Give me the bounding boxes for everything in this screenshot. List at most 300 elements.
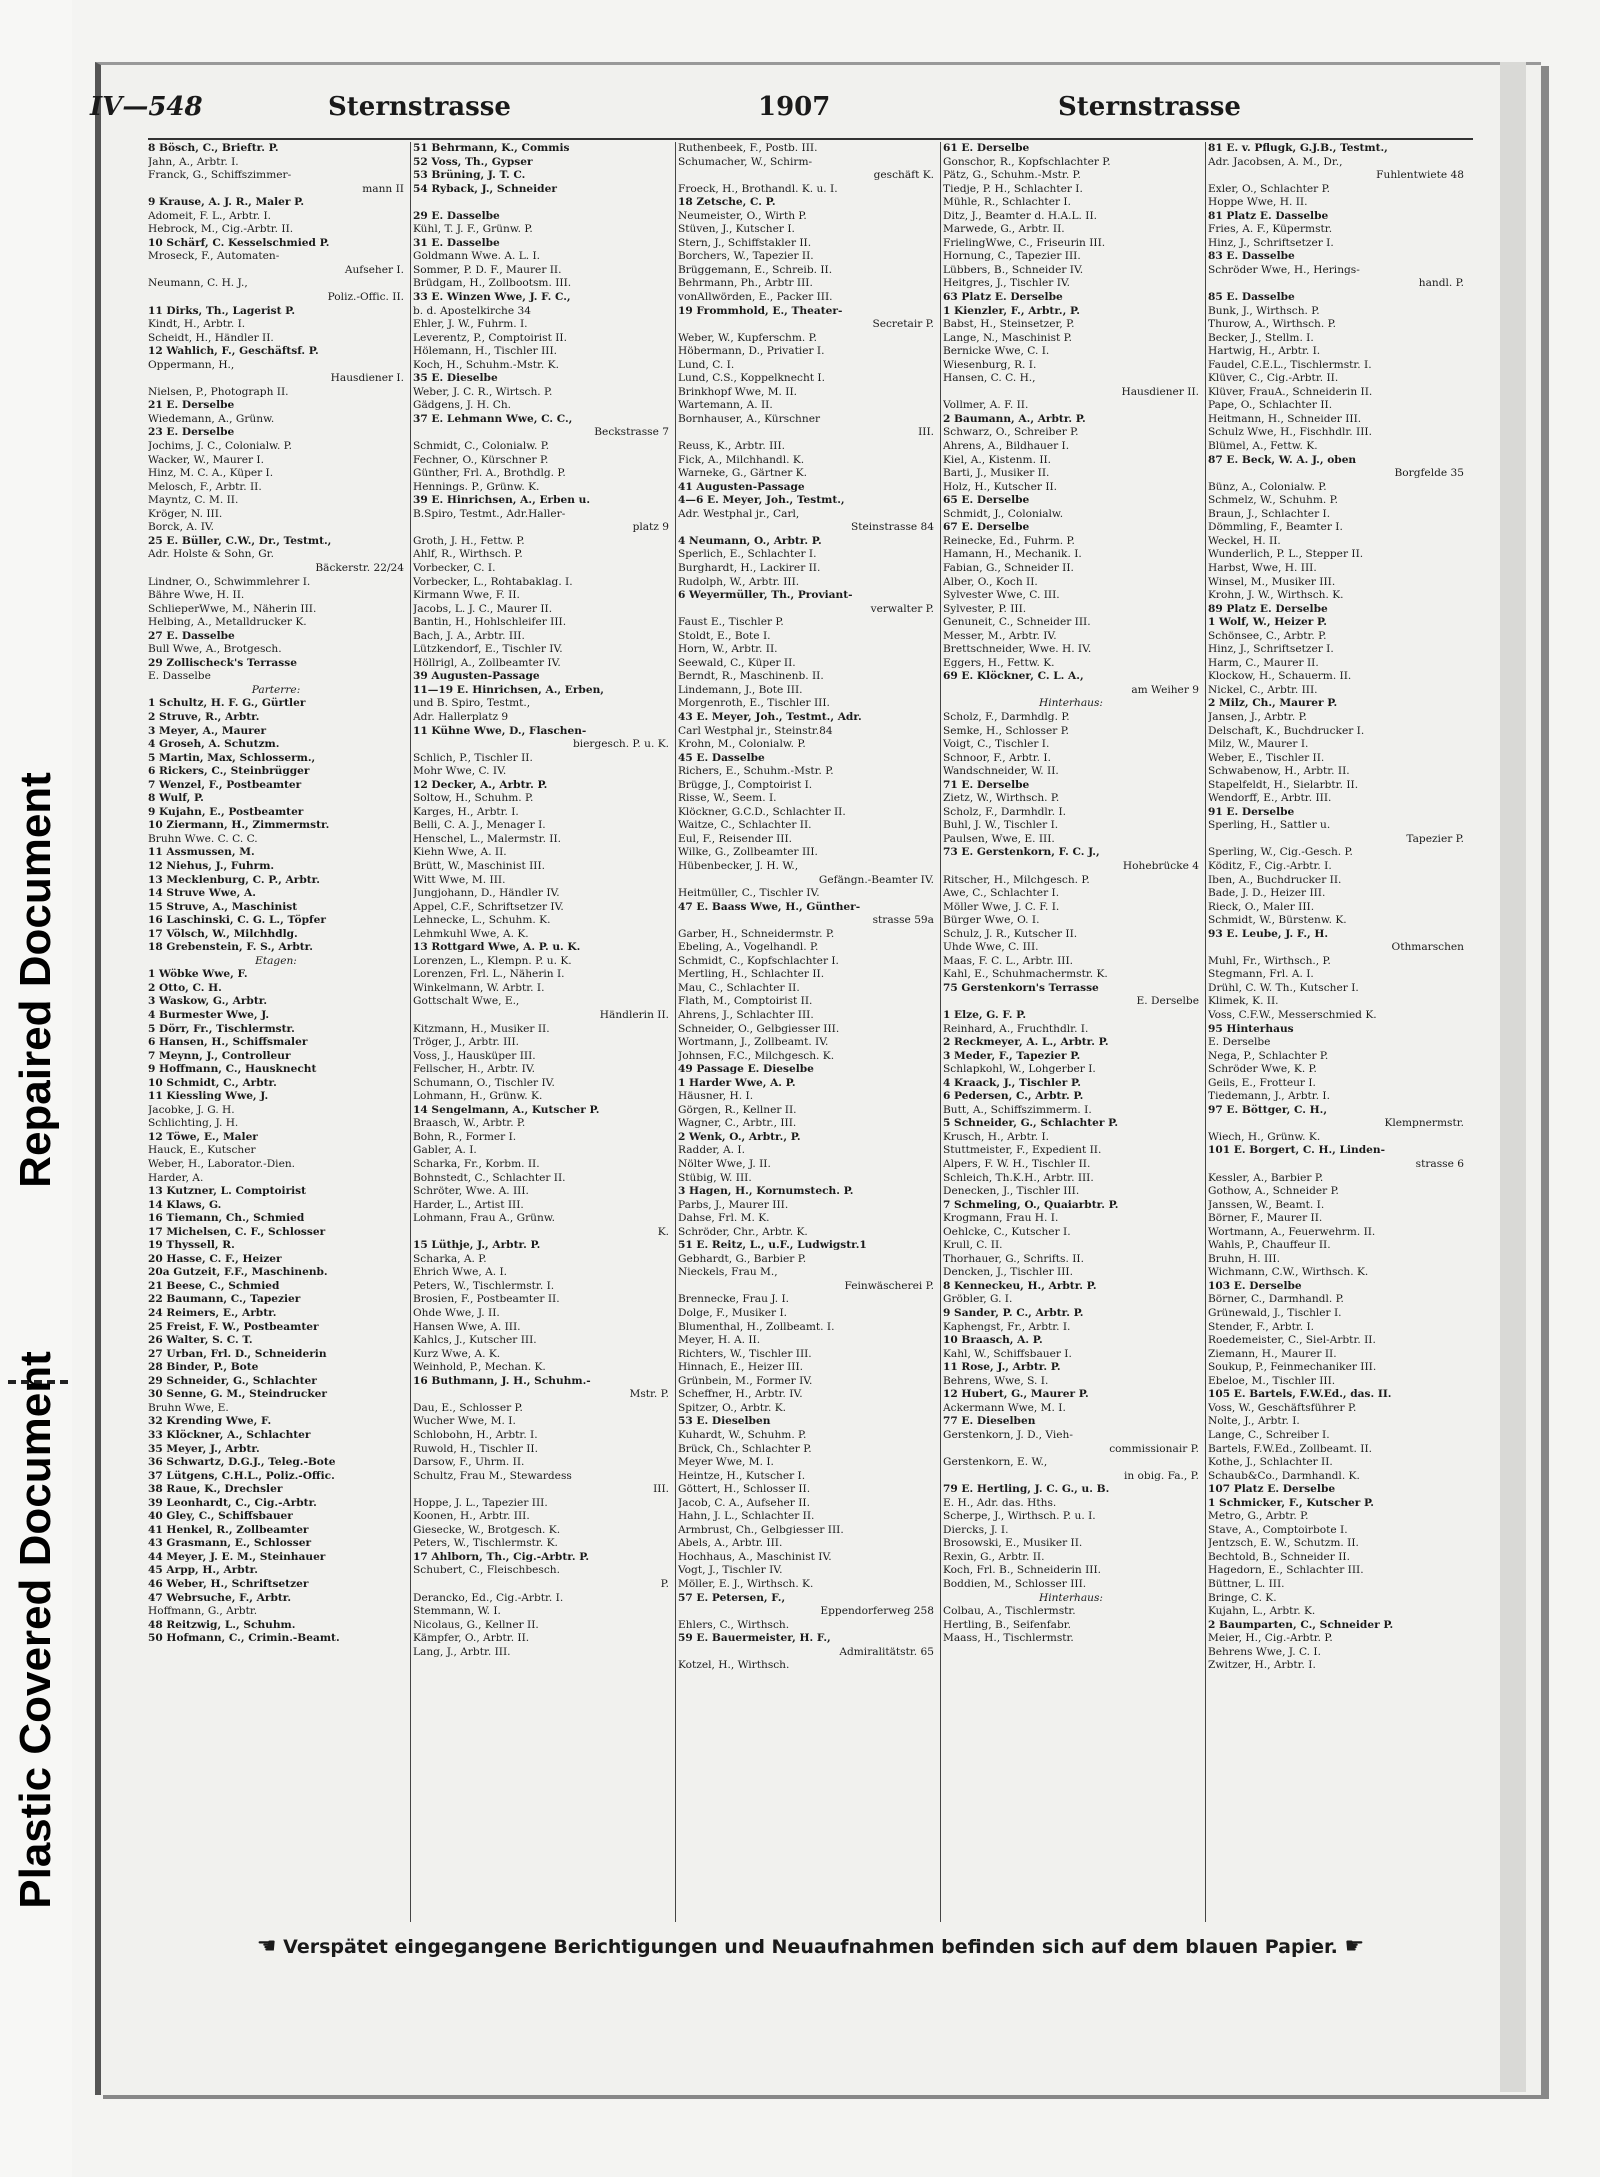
directory-entry: Hinz, J., Schriftsetzer I.: [1208, 236, 1334, 249]
directory-entry: 43 E. Meyer, Joh., Testmt., Adr.: [678, 710, 862, 723]
directory-entry: Leverentz, P., Comptoirist II.: [413, 331, 567, 344]
directory-entry: Schubert, C., Fleischbesch.: [413, 1564, 560, 1577]
directory-entry: 11 Kiessling Wwe, J.: [148, 1090, 269, 1103]
directory-entry: Gabler, A. I.: [413, 1144, 477, 1157]
directory-entry: Krohn, J. W., Wirthsch. K.: [1208, 589, 1344, 602]
directory-entry: 35 E. Dieselbe: [413, 372, 498, 385]
directory-entry: 53 Brüning, J. T. C.: [413, 169, 526, 182]
directory-entry: Denecken, J., Tischler III.: [943, 1185, 1080, 1198]
directory-entry: Mohr Wwe, C. IV.: [413, 765, 507, 778]
directory-entry: 7 Schmeling, O., Quaiarbtr. P.: [943, 1198, 1119, 1211]
directory-entry: Schlich, P., Tischler II.: [413, 751, 533, 764]
repaired-document-label: Repaired Document: [11, 772, 60, 1188]
directory-entry: Ebeloe, M., Tischler III.: [1208, 1374, 1336, 1387]
directory-entry: Schumacher, W., Schirm-: [678, 155, 813, 168]
directory-entry: Bantin, H., Hohlschleifer III.: [413, 616, 567, 629]
directory-entry: Heintze, H., Kutscher I.: [678, 1469, 806, 1482]
directory-entry: Gröbler, G. I.: [943, 1293, 1013, 1306]
directory-entry: Voss, J., Hausküper III.: [413, 1049, 536, 1062]
directory-entry: 12 Hubert, G., Maurer P.: [943, 1388, 1089, 1401]
directory-entry: 77 E. Dieselben: [943, 1415, 1036, 1428]
directory-entry: Babst, H., Steinsetzer, P.: [943, 318, 1075, 331]
directory-entry: Sylvester Wwe, C. III.: [943, 589, 1060, 602]
directory-entry: Nicolaus, G., Kellner II.: [413, 1618, 539, 1631]
directory-entry: Klimek, K. II.: [1208, 995, 1279, 1008]
directory-entry: strasse 59a: [872, 914, 934, 927]
directory-entry: Büttner, L. III.: [1208, 1577, 1285, 1590]
directory-entry: Schulz, J. R., Kutscher II.: [943, 927, 1078, 940]
directory-entry: Schröder Wwe, K. P.: [1208, 1063, 1317, 1076]
directory-entry: Stave, A., Comptoirbote I.: [1208, 1523, 1348, 1536]
directory-entry: Ehlers, C., Wirthsch.: [678, 1618, 790, 1631]
directory-entry: Dolge, F., Musiker I.: [678, 1307, 788, 1320]
directory-entry: Krusch, H., Arbtr. I.: [943, 1130, 1050, 1143]
directory-entry: 79 E. Hertling, J. C. G., u. B.: [943, 1483, 1110, 1496]
directory-entry: Mroseck, F., Automaten-: [148, 250, 280, 263]
directory-entry: Kröger, N. III.: [148, 507, 223, 520]
directory-entry: 1 Schmicker, F., Kutscher P.: [1208, 1496, 1374, 1509]
directory-entry: Hebrock, M., Cig.-Arbtr. II.: [148, 223, 294, 236]
directory-entry: Koch, Frl. B., Schneiderin III.: [943, 1564, 1102, 1577]
directory-entry: 33 Klöckner, A., Schlachter: [148, 1428, 311, 1441]
directory-entry: Carl Westphal jr., Steinstr.84: [678, 724, 833, 737]
directory-entry: Ruwold, H., Tischler II.: [413, 1442, 538, 1455]
directory-entry: Alpers, F. W. H., Tischler II.: [943, 1158, 1091, 1171]
directory-entry: Görgen, R., Kellner II.: [678, 1103, 797, 1116]
directory-entry: 39 E. Hinrichsen, A., Erben u.: [413, 494, 591, 507]
directory-entry: Kiel, A., Kistenm. II.: [943, 453, 1052, 466]
directory-entry: Colbau, A., Tischlermstr.: [943, 1605, 1076, 1618]
directory-entry: Nickel, C., Arbtr. III.: [1208, 683, 1318, 696]
directory-entry: Gottschalt Wwe, E.,: [413, 995, 520, 1008]
directory-entry: Appel, C.F., Schriftsetzer IV.: [413, 900, 564, 913]
directory-entry: Kurz Wwe, A. K.: [413, 1347, 501, 1360]
directory-entry: Krohn, M., Colonialw. P.: [678, 738, 806, 751]
directory-entry: 6 Pedersen, C., Arbtr. P.: [943, 1090, 1084, 1103]
directory-entry: 48 Reitzwig, L., Schuhm.: [148, 1618, 296, 1631]
directory-entry: Harder, A.: [148, 1171, 204, 1184]
directory-entry: 75 Gerstenkorn's Terrasse: [943, 981, 1099, 994]
directory-entry: Hölemann, H., Tischler III.: [413, 345, 558, 358]
directory-entry: Berndt, R., Maschinenb. II.: [678, 670, 824, 683]
directory-entry: Schneider, O., Gelbgiesser III.: [678, 1022, 840, 1035]
directory-entry: Wandschneider, W. II.: [943, 765, 1059, 778]
directory-entry: Möller, E. J., Wirthsch. K.: [678, 1577, 814, 1590]
directory-entry: Karges, H., Arbtr. I.: [413, 805, 519, 818]
directory-entry: P.: [660, 1577, 669, 1590]
directory-entry: Kahl, W., Schiffsbauer I.: [943, 1347, 1072, 1360]
directory-entry: Wahls, P., Chauffeur II.: [1208, 1239, 1331, 1252]
directory-entry: Schwarz, O., Schreiber P.: [943, 426, 1079, 439]
directory-entry: Brinkhopf Wwe, M. II.: [678, 385, 798, 398]
directory-entry: Zietz, W., Wirthsch. P.: [943, 792, 1060, 805]
directory-entry: 39 Leonhardt, C., Cig.-Arbtr.: [148, 1496, 317, 1509]
directory-entry: Neumeister, O., Wirth P.: [678, 209, 807, 222]
directory-entry: 67 E. Derselbe: [943, 521, 1030, 534]
directory-entry: Bornhauser, A., Kürschner: [678, 412, 821, 425]
directory-entry: Nölter Wwe, J. II.: [678, 1158, 771, 1171]
directory-entry: 2 Milz, Ch., Maurer P.: [1208, 697, 1338, 710]
directory-entry: 12 Töwe, E., Maler: [148, 1130, 258, 1143]
directory-entry: 95 Hinterhaus: [1208, 1022, 1294, 1035]
directory-entry: Sperlich, E., Schlachter I.: [678, 548, 817, 561]
directory-entry: Lund, C. I.: [678, 358, 735, 371]
directory-entry: 61 E. Derselbe: [943, 142, 1030, 154]
directory-entry: Bunk, J., Wirthsch. P.: [1208, 304, 1320, 317]
directory-entry: Waitze, C., Schlachter II.: [678, 819, 812, 832]
directory-entry: Schlapkohl, W., Lohgerber I.: [943, 1063, 1096, 1076]
directory-entry: Dahse, Frl. M. K.: [678, 1212, 770, 1225]
directory-entry: Adr. Holste & Sohn, Gr.: [148, 548, 274, 561]
directory-entry: Maass, H., Tischlermstr.: [943, 1632, 1074, 1645]
directory-entry: 35 Meyer, J., Arbtr.: [148, 1442, 260, 1455]
directory-entry: Ruthenbeek, F., Postb. III.: [678, 142, 818, 154]
directory-entry: Harm, C., Maurer II.: [1208, 656, 1319, 669]
directory-entry: Hamann, H., Mechanik. I.: [943, 548, 1082, 561]
directory-entry: 9 Hoffmann, C., Hausknecht: [148, 1063, 317, 1076]
directory-entry: 11 Kühne Wwe, D., Flaschen-: [413, 724, 587, 737]
directory-entry: Schmidt, C., Colonialw. P.: [413, 440, 550, 453]
directory-entry: 45 Arpp, H., Arbtr.: [148, 1564, 258, 1577]
directory-entry: 16 Buthmann, J. H., Schuhm.-: [413, 1374, 591, 1387]
directory-entry: Feinwäscherei P.: [844, 1279, 934, 1292]
directory-entry: Hauck, E., Kutscher: [148, 1144, 256, 1157]
directory-entry: Belli, C. A. J., Menager I.: [413, 819, 546, 832]
directory-entry: Weinhold, P., Mechan. K.: [413, 1361, 546, 1374]
directory-entry: strasse 6: [1415, 1158, 1464, 1171]
directory-entry: Thorhauer, G., Schrifts. II.: [943, 1252, 1084, 1265]
directory-entry: Hoppe Wwe, H. II.: [1208, 196, 1308, 209]
directory-entry: 5 Dörr, Fr., Tischlermstr.: [148, 1022, 295, 1035]
directory-entry: Seewald, C., Küper II.: [678, 656, 796, 669]
pointing-hand-right-icon: ☛: [1344, 1934, 1365, 1959]
directory-entry: 5 Martin, Max, Schlosserm.,: [148, 751, 316, 764]
directory-entry: Tapezier P.: [1406, 832, 1464, 845]
page-number: IV—548: [90, 92, 203, 122]
directory-entry: 57 E. Petersen, F.,: [678, 1591, 786, 1604]
directory-entry: 44 Meyer, J. E. M., Steinhauer: [148, 1550, 326, 1563]
directory-entry: 11 Rose, J., Arbtr. P.: [943, 1361, 1061, 1374]
directory-entry: Bähre Wwe, H. II.: [148, 589, 245, 602]
directory-entry: Klockow, H., Schauerm. II.: [1208, 670, 1352, 683]
directory-entry: 2 Baumparten, C., Schneider P.: [1208, 1618, 1394, 1631]
directory-entry: Soukup, P., Feinmechaniker III.: [1208, 1361, 1377, 1374]
directory-entry: 22 Baumann, C., Tapezier: [148, 1293, 301, 1306]
directory-entry: Lange, C., Schreiber I.: [1208, 1428, 1330, 1441]
directory-entry: Behrens, Wwe, S. I.: [943, 1374, 1049, 1387]
directory-entry: Secretair P.: [872, 318, 934, 331]
directory-entry: 103 E. Derselbe: [1208, 1279, 1302, 1292]
directory-entry: 2 Baumann, A., Arbtr. P.: [943, 412, 1086, 425]
directory-entry: Spitzer, O., Arbtr. K.: [678, 1401, 787, 1414]
pointing-hand-left-icon: ☚: [256, 1934, 277, 1959]
directory-entry: 20 Hasse, C. F., Heizer: [148, 1252, 282, 1265]
directory-entry: Gonschor, R., Kopfschlachter P.: [943, 155, 1111, 168]
directory-entry: Reinhard, A., Fruchthdlr. I.: [943, 1022, 1089, 1035]
directory-entry: Lützkendorf, E., Tischler IV.: [413, 643, 563, 656]
directory-entry: Hinterhaus:: [1038, 1591, 1103, 1604]
directory-entry: 101 E. Borgert, C. H., Linden-: [1208, 1144, 1385, 1157]
directory-entry: Händlerin II.: [599, 1009, 669, 1021]
directory-entry: 10 Schärf, C. Kesselschmied P.: [148, 236, 330, 249]
directory-entry: Ziemann, H., Maurer II.: [1208, 1347, 1337, 1360]
directory-entry: 13 Kutzner, L. Comptoirist: [148, 1185, 307, 1198]
directory-entry: Koonen, H., Arbtr. III.: [413, 1510, 530, 1523]
directory-entry: 18 Grebenstein, F. S., Arbtr.: [148, 941, 313, 954]
directory-entry: 19 Frommhold, E., Theater-: [678, 304, 843, 317]
directory-entry: 45 E. Dasselbe: [678, 751, 765, 764]
directory-entry: Mertling, H., Schlachter II.: [678, 968, 825, 981]
column-1: [148, 142, 411, 1922]
directory-entry: Scheidt, H., Händler II.: [148, 331, 274, 344]
directory-entry: Janssen, W., Beamt. I.: [1208, 1198, 1325, 1211]
directory-entry: Gefängn.-Beamter IV.: [818, 873, 934, 886]
directory-entry: Ritscher, H., Milchgesch. P.: [943, 873, 1090, 886]
directory-entry: 3 Meyer, A., Maurer: [148, 724, 267, 737]
directory-entry: Kirmann Wwe, F. II.: [413, 589, 520, 602]
directory-entry: 10 Schmidt, C., Arbtr.: [148, 1076, 277, 1089]
directory-entry: Fabian, G., Schneider II.: [943, 561, 1074, 574]
directory-entry: E. H., Adr. das. Hths.: [943, 1496, 1057, 1509]
directory-entry: 54 Ryback, J., Schneider: [413, 182, 557, 195]
page-edge: [1500, 62, 1526, 2092]
directory-entry: 6 Rickers, C., Steinbrügger: [148, 765, 310, 778]
directory-entry: 3 Waskow, G., Arbtr.: [148, 995, 268, 1008]
directory-entry: 4 Burmester Wwe, J.: [148, 1009, 270, 1021]
directory-entry: Wacker, W., Maurer I.: [148, 453, 264, 466]
directory-entry: Bohn, R., Former I.: [413, 1130, 517, 1143]
directory-entry: 1 Wöbke Wwe, F.: [148, 968, 248, 981]
directory-entry: Schröder Wwe, H., Herings-: [1208, 263, 1360, 276]
directory-entry: 3 Meder, F., Tapezier P.: [943, 1049, 1081, 1062]
directory-entry: Ehler, J. W., Fuhrm. I.: [413, 318, 528, 331]
directory-entry: Beckstrasse 7: [594, 426, 669, 439]
directory-entry: Pätz, G., Schuhm.-Mstr. P.: [943, 169, 1081, 182]
directory-entry: 8 Wulf, P.: [148, 792, 204, 805]
directory-entry: Tiedje, P. H., Schlachter I.: [943, 182, 1083, 195]
directory-entry: Kahlcs, J., Kutscher III.: [413, 1334, 537, 1347]
directory-entry: Abels, A., Arbtr. III.: [678, 1537, 783, 1550]
directory-entry: Bürger Wwe, O. I.: [943, 914, 1040, 927]
directory-entry: Jungjohann, D., Händler IV.: [413, 887, 560, 900]
directory-entry: Lund, C.S., Koppelknecht I.: [678, 372, 825, 385]
directory-entry: 9 Sander, P. C., Arbtr. P.: [943, 1307, 1084, 1320]
directory-entry: Oppermann, H.,: [148, 358, 235, 371]
directory-entry: Meyer Wwe, M. I.: [678, 1456, 774, 1469]
directory-entry: Nieckels, Frau M.,: [678, 1266, 778, 1279]
header-rule: [148, 138, 1473, 140]
directory-entry: 2 Wenk, O., Arbtr., P.: [678, 1130, 801, 1143]
directory-entry: 19 Thyssell, R.: [148, 1239, 235, 1252]
directory-entry: Kiehn Wwe, A. II.: [413, 846, 507, 859]
directory-entry: 81 Platz E. Dasselbe: [1208, 209, 1329, 222]
directory-entry: Rieck, O., Maler III.: [1208, 900, 1315, 913]
directory-entry: Ackermann Wwe, M. I.: [943, 1401, 1066, 1414]
directory-entry: Ahrens, A., Bildhauer I.: [943, 440, 1070, 453]
directory-entry: Bade, J. D., Heizer III.: [1208, 887, 1326, 900]
directory-entry: 25 E. Büller, C.W., Dr., Testmt.,: [148, 534, 332, 547]
directory-entry: 50 Hofmann, C., Crimin.-Beamt.: [148, 1632, 340, 1645]
directory-entry: Johnsen, F.C., Milchgesch. K.: [678, 1049, 835, 1062]
directory-entry: Weber, H., Laborator.-Dien.: [148, 1158, 296, 1171]
directory-entry: Buhl, J. W., Tischler I.: [943, 819, 1059, 832]
directory-entry: Hübenbecker, J. H. W.,: [678, 859, 799, 872]
directory-entry: 17 Völsch, W., Milchhdlg.: [148, 927, 298, 940]
directory-entry: 1 Harder Wwe, A. P.: [678, 1076, 796, 1089]
directory-entry: Holz, H., Kutscher II.: [943, 480, 1058, 493]
directory-entry: 6 Weyermüller, Th., Proviant-: [678, 589, 853, 602]
directory-entry: Burghardt, H., Lackirer II.: [678, 561, 821, 574]
directory-entry: Hausdiener II.: [1121, 385, 1199, 398]
directory-entry: Paulsen, Wwe, E. III.: [943, 832, 1055, 845]
directory-entry: Grünbein, M., Former IV.: [678, 1374, 813, 1387]
directory-entry: Schlobohn, H., Arbtr. I.: [413, 1428, 538, 1441]
directory-entry: Faust E., Tischler P.: [678, 616, 784, 629]
directory-entry: Giesecke, W., Brotgesch. K.: [413, 1523, 561, 1536]
directory-entry: Othmarschen: [1391, 941, 1464, 954]
directory-entry: Klüver, C., Cig.-Arbtr. II.: [1208, 372, 1339, 385]
directory-entry: commissionair P.: [1109, 1442, 1199, 1455]
directory-entry: 30 Senne, G. M., Steindrucker: [148, 1388, 327, 1401]
directory-entry: Stegmann, Frl. A. I.: [1208, 968, 1314, 981]
directory-entry: Tiedemann, J., Arbtr. I.: [1208, 1090, 1330, 1103]
directory-entry: Winkelmann, W. Arbtr. I.: [413, 981, 545, 994]
directory-entry: 4 Groseh, A. Schutzm.: [148, 738, 280, 751]
directory-entry: Höllrigl, A., Zollbeamter IV.: [413, 656, 561, 669]
directory-entry: Gothow, A., Schneider P.: [1208, 1185, 1339, 1198]
directory-entry: Krogmann, Frau H. I.: [943, 1212, 1059, 1225]
directory-entry: Horn, W., Arbtr. II.: [678, 643, 778, 656]
directory-entry: Wiedemann, A., Grünw.: [148, 412, 275, 425]
directory-entry: Blümel, A., Fettw. K.: [1208, 440, 1318, 453]
directory-entry: Ahlf, R., Wirthsch. P.: [413, 548, 523, 561]
directory-entry: Kessler, A., Barbier P.: [1208, 1171, 1324, 1184]
directory-entry: Lehnecke, L., Schuhm. K.: [413, 914, 551, 927]
directory-entry: Delschaft, K., Buchdrucker I.: [1208, 724, 1365, 737]
directory-entry: Sperling, W., Cig.-Gesch. P.: [1208, 846, 1353, 859]
directory-entry: Bruhn Wwe, E.: [148, 1401, 229, 1414]
directory-entry: Milz, W., Maurer I.: [1208, 738, 1309, 751]
directory-entry: Derancko, Ed., Cig.-Arbtr. I.: [413, 1591, 564, 1604]
directory-entry: Groth, J. H., Fettw. P.: [413, 534, 525, 547]
directory-entry: 46 Weber, H., Schriftsetzer: [148, 1577, 309, 1590]
directory-entry: 7 Wenzel, F., Postbeamter: [148, 778, 302, 791]
directory-entry: 16 Tiemann, Ch., Schmied: [148, 1212, 305, 1225]
directory-entry: Lorenzen, L., Klempn. P. u. K.: [413, 954, 572, 967]
directory-entry: Sperling, H., Sattler u.: [1208, 819, 1331, 832]
directory-entry: Vogt, J., Tischler IV.: [678, 1564, 783, 1577]
directory-entry: Tröger, J., Arbtr. III.: [413, 1036, 520, 1049]
directory-entry: Exler, O., Schlachter P.: [1208, 182, 1330, 195]
directory-entry: Kindt, H., Arbtr. I.: [148, 318, 246, 331]
directory-entry: Brütt, W., Maschinist III.: [413, 859, 545, 872]
directory-entry: Brosowski, E., Musiker II.: [943, 1537, 1083, 1550]
directory-entry: SchlieperWwe, M., Näherin III.: [148, 602, 317, 615]
directory-entry: Möller Wwe, J. C. F. I.: [943, 900, 1060, 913]
directory-entry: Gerstenkorn, E. W.,: [943, 1456, 1048, 1469]
directory-entry: Maas, F. C. L., Arbtr. III.: [943, 954, 1073, 967]
directory-entry: 47 Webrsuche, F., Arbtr.: [148, 1591, 292, 1604]
directory-entry: 5 Schneider, G., Schlachter P.: [943, 1117, 1119, 1130]
directory-entry: 81 E. v. Pflugk, G.J.B., Testmt.,: [1208, 142, 1388, 154]
directory-entry: Poliz.-Offic. II.: [327, 291, 404, 304]
directory-entry: Schnoor, F., Arbtr. I.: [943, 751, 1051, 764]
directory-entry: 7 Meynn, J., Controlleur: [148, 1049, 291, 1062]
directory-entry: 15 Struve, A., Maschinist: [148, 900, 298, 913]
directory-entry: 51 E. Reitz, L., u.F., Ludwigstr.1: [678, 1239, 867, 1252]
directory-entry: 69 E. Klöckner, C. L. A.,: [943, 670, 1084, 683]
directory-entry: 49 Passage E. Dieselbe: [678, 1063, 814, 1076]
directory-entry: Hohebrücke 4: [1122, 859, 1199, 872]
directory-entry: Wortmann, A., Feuerwehrm. II.: [1208, 1225, 1376, 1238]
directory-entry: 1 Kienzler, F., Arbtr., P.: [943, 304, 1080, 317]
directory-entry: Stern, J., Schiffstakler II.: [678, 236, 812, 249]
directory-entry: Häusner, H. I.: [678, 1090, 754, 1103]
directory-entry: 37 E. Lehmann Wwe, C. C.,: [413, 412, 573, 425]
directory-entry: Wiesenburg, R. I.: [943, 358, 1037, 371]
directory-entry: Melosch, F., Arbtr. II.: [148, 480, 262, 493]
directory-entry: Richers, E., Schuhm.-Mstr. P.: [678, 765, 834, 778]
directory-entry: Kitzmann, H., Musiker II.: [413, 1022, 550, 1035]
directory-entry: 11 Dirks, Th., Lagerist P.: [148, 304, 296, 317]
directory-entry: 43 Grasmann, E., Schlosser: [148, 1537, 312, 1550]
directory-entry: Barti, J., Musiker II.: [943, 467, 1050, 480]
year-title: 1907: [758, 92, 831, 122]
directory-entry: Meyer, H. A. II.: [678, 1334, 761, 1347]
page-header: [90, 92, 1390, 132]
directory-entry: Gerstenkorn, J. D., Vieh-: [943, 1428, 1073, 1441]
directory-entry: Bruhn Wwe. C. C. C.: [148, 832, 258, 845]
directory-entry: Lindner, O., Schwimmlehrer I.: [148, 575, 311, 588]
directory-entry: Börner, C., Darmhandl. P.: [1208, 1293, 1344, 1306]
directory-entry: Hagedorn, E., Schlachter III.: [1208, 1564, 1364, 1577]
right-running-title: Sternstrasse: [1058, 92, 1241, 122]
directory-entry: Bechtold, B., Schneider II.: [1208, 1550, 1350, 1563]
directory-entry: Schaub&Co., Darmhandl. K.: [1208, 1469, 1360, 1482]
directory-entry: 14 Klaws, G.: [148, 1198, 222, 1211]
side-label-strip: [0, 0, 72, 2177]
directory-entry: Awe, C., Schlachter I.: [943, 887, 1060, 900]
directory-entry: Steinstrasse 84: [850, 521, 934, 534]
directory-entry: Schröter, Wwe. A. III.: [413, 1185, 529, 1198]
directory-entry: Roedemeister, C., Siel-Arbtr. II.: [1208, 1334, 1376, 1347]
directory-entry: Drühl, C. W. Th., Kutscher I.: [1208, 981, 1359, 994]
directory-entry: 71 E. Derselbe: [943, 778, 1030, 791]
directory-entry: Neumann, C. H. J.,: [148, 277, 248, 290]
directory-entry: Darsow, F., Uhrm. II.: [413, 1456, 525, 1469]
directory-entry: Richters, W., Tischler III.: [678, 1347, 812, 1360]
directory-entry: 13 Mecklenburg, C. P., Arbtr.: [148, 873, 320, 886]
directory-entry: Borgfelde 35: [1394, 467, 1464, 480]
directory-entry: Lange, N., Maschinist P.: [943, 331, 1073, 344]
directory-entry: Aufseher I.: [344, 263, 404, 276]
directory-entry: Peters, W., Tischlermstr. K.: [413, 1537, 558, 1550]
directory-entry: Soltow, H., Schuhm. P.: [413, 792, 534, 805]
directory-entry: Kothe, J., Schlachter II.: [1208, 1456, 1333, 1469]
directory-entry: Uhde Wwe, C. III.: [943, 941, 1039, 954]
directory-entry: Schwabenow, H., Arbtr. II.: [1208, 765, 1350, 778]
directory-entry: 107 Platz E. Derselbe: [1208, 1483, 1336, 1496]
directory-entry: Schröder, Chr., Arbtr. K.: [678, 1225, 808, 1238]
directory-entry: Vorbecker, L., Rohtabaklag. I.: [413, 575, 573, 588]
directory-entry: Bartels, F.W.Ed., Zollbeamt. II.: [1208, 1442, 1372, 1455]
directory-entry: Blumenthal, H., Zollbeamt. I.: [678, 1320, 835, 1333]
directory-entry: 63 Platz E. Derselbe: [943, 291, 1063, 304]
directory-entry: 3 Hagen, H., Kornumstech. P.: [678, 1185, 854, 1198]
directory-entry: Hansen Wwe, A. III.: [413, 1320, 521, 1333]
directory-entry: Lang, J., Arbtr. III.: [413, 1645, 511, 1658]
directory-entry: 17 Ahlborn, Th., Cig.-Arbtr. P.: [413, 1550, 590, 1563]
